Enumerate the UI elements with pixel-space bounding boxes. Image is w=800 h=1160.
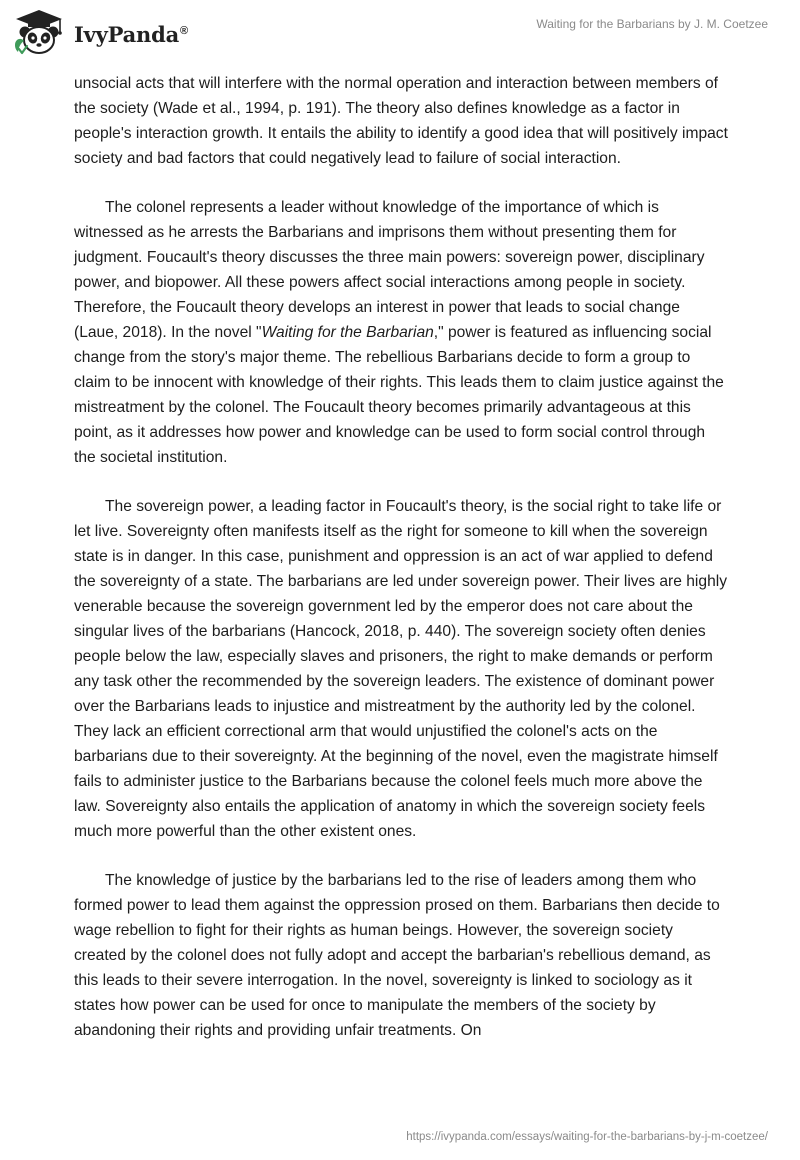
paragraph-1: unsocial acts that will interfere with the normal operation and interaction between members of the society (Wade et al., 1994, p. 191). The theory also defines knowledge as a factor in people's interaction growth. It entails the ability to identify a good idea that will positively impact society and bad factors that could negatively lead to failure of social interaction. [74,75,728,167]
panda-graduate-icon [12,8,66,58]
ivypanda-logo[interactable] [12,8,188,58]
registered-mark: ® [180,24,188,37]
logo-wordmark [74,22,188,47]
paragraph-3: The sovereign power, a leading factor in Foucault's theory, is the social right to take life or let live. Sovereignty often manifests itself as the right for someone to kill when the sovereign state is in danger. In this case, punishment and oppression is an act of war applied to defend the sovereignty of a state. The barbarians are led under sovereign power. Their lives are highly venerable because the sovereign government led by the emperor does not care about the singular lives of the barbarians (Hancock, 2018, p. 440). The sovereign society often denies people below the law, especially slaves and prisoners, the right to make demands or perform any task other the recommended by the sovereign leaders. The existence of dominant power over the Barbarians leads to injustice and mistreatment by the authority led by the colonel. They lack an efficient correctional arm that would unjustified the colonel's acts on the barbarians due to their sovereignty. At the beginning of the novel, even the magistrate himself fails to administer justice to the Barbarians because the colonel feels much more above the law. Sovereignty also entails the application of anatomy in which the sovereign society feels much more powerful than the other existent ones. [74,498,728,840]
paragraph-2 [74,195,728,470]
logo-text: IvyPanda [74,21,180,47]
novel-title: Waiting for the Barbarian [261,324,434,341]
paragraph-4: The knowledge of justice by the barbarians led to the rise of leaders among them who formed power to lead them against the oppression prosed on them. Barbarians then decide to wage rebellion to fight for their rights as human beings. However, the sovereign society created by the colonel does not fully adopt and accept the barbarian's rebellious demand, as this leads to their severe interrogation. In the novel, sovereignty is linked to sociology as it states how power can be used for once to manipulate the members of the society by abandoning their rights and providing unfair treatments. On [74,872,720,1039]
paragraph-2-text-b: ," power is featured as influencing social change from the story's major theme. The rebellious Barbarians decide to form a group to claim to be innocent with knowledge of their rights. This leads them to claim justice against the mistreatment by the colonel. The Foucault theory becomes primarily advantageous at this point, as it addresses how power and knowledge can be used to form social control through the societal institution. [74,324,724,466]
document-title: Waiting for the Barbarians by J. M. Coetzee [536,17,768,31]
paragraph-2-text-a: The colonel represents a leader without knowledge of the importance of which is witnessed as he arrests the Barbarians and imprisons them without presenting them for judgment. Foucault's theory discusses the three main powers: sovereign power, disciplinary power, and biopower. All these powers affect social interactions among people in society. Therefore, the Foucault theory develops an interest in power that leads to social change (Laue, 2018). In the novel " [74,199,705,341]
source-url[interactable]: https://ivypanda.com/essays/waiting-for-the-barbarians-by-j-m-coetzee/ [406,1131,768,1143]
essay-body [74,71,728,1067]
page-header [0,0,800,70]
